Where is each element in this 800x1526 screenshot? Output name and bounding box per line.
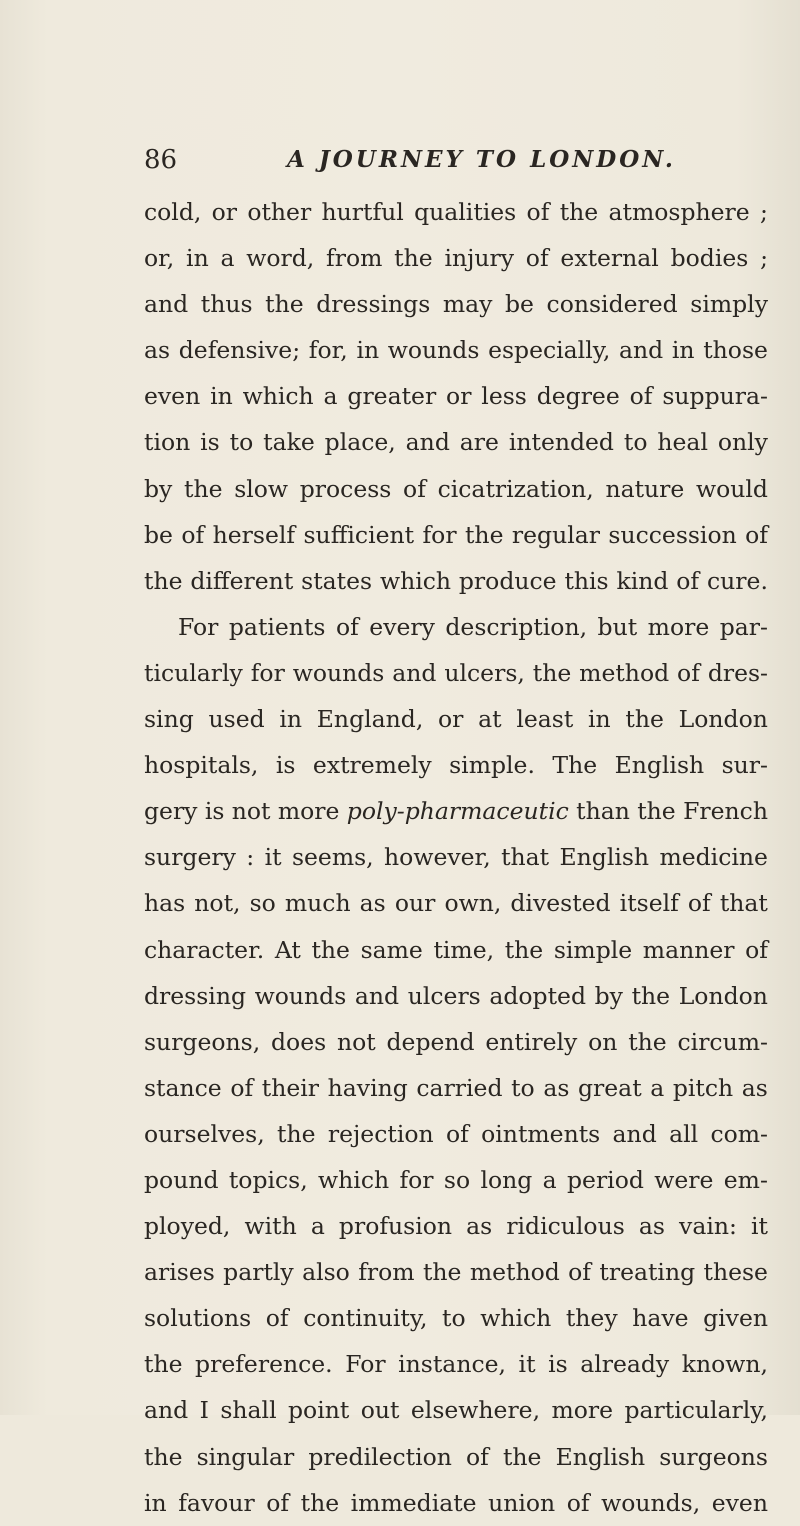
word: wounds — [254, 981, 347, 1010]
word: circum- — [677, 1027, 768, 1056]
word: different — [190, 566, 294, 595]
word: favour — [178, 1488, 255, 1517]
word: are — [459, 428, 499, 457]
body-text — [144, 189, 768, 1526]
text-line — [144, 1065, 768, 1111]
text-line — [144, 1203, 768, 1249]
word: own, — [444, 889, 502, 918]
word: the — [464, 520, 504, 549]
word: great — [578, 1073, 642, 1102]
word: ticularly — [144, 658, 243, 687]
word: of — [745, 520, 768, 549]
word: be — [505, 290, 534, 319]
word: a — [542, 1165, 557, 1194]
word: carried — [416, 1073, 503, 1102]
word: nature — [605, 474, 685, 503]
word: as — [359, 889, 386, 918]
word: ; — [760, 244, 768, 273]
word: dres- — [707, 658, 768, 687]
text-line — [144, 650, 768, 696]
text-line — [144, 1111, 768, 1157]
word: the — [144, 1442, 183, 1471]
word: same — [360, 935, 423, 964]
word: least — [516, 705, 574, 734]
word: is — [204, 797, 225, 826]
word: more — [277, 797, 340, 826]
word: singular — [196, 1442, 295, 1471]
word: the — [422, 1258, 462, 1287]
word: in — [144, 1488, 167, 1517]
word: particularly, — [624, 1396, 768, 1425]
word: At — [274, 935, 301, 964]
word: profusion — [338, 1212, 453, 1241]
word: simply — [690, 290, 768, 319]
word: of — [335, 612, 359, 641]
text-line — [144, 1157, 768, 1203]
word: wounds — [292, 658, 385, 687]
word: that — [501, 843, 550, 872]
word: at — [478, 705, 502, 734]
word: depend — [386, 1027, 475, 1056]
word: simple. — [449, 751, 535, 780]
word: by — [594, 981, 623, 1010]
word: London — [678, 981, 768, 1010]
word: the — [184, 474, 223, 503]
word: of — [466, 1442, 489, 1471]
word: and — [619, 336, 664, 365]
text-line — [144, 880, 768, 926]
word: and — [354, 981, 400, 1010]
word: continuity, — [303, 1304, 428, 1333]
word: which — [480, 1304, 552, 1333]
running-head: A JOURNEY TO LONDON. — [287, 146, 676, 173]
word: time, — [433, 935, 495, 964]
word: London — [678, 705, 768, 734]
word: or — [446, 382, 472, 411]
word: of — [745, 935, 768, 964]
word: given — [703, 1304, 768, 1333]
word: of — [445, 1119, 469, 1148]
word: they — [565, 1304, 618, 1333]
word: French — [683, 797, 768, 826]
word: com- — [710, 1119, 768, 1148]
word: elsewhere, — [410, 1396, 541, 1425]
word: topics, — [228, 1165, 308, 1194]
word: a — [650, 1073, 665, 1102]
word: is — [548, 1350, 568, 1379]
word: injury — [444, 244, 515, 273]
word: intended — [508, 428, 614, 457]
word: entirely — [485, 1027, 578, 1056]
word: : — [246, 843, 255, 872]
word: which — [379, 566, 452, 595]
word: sur- — [721, 751, 768, 780]
word: less — [481, 382, 527, 411]
word: not — [336, 1027, 376, 1056]
word: surgery — [144, 843, 236, 872]
word: English — [555, 1442, 646, 1471]
word: of — [525, 244, 549, 273]
word: a — [310, 1212, 325, 1241]
word: ; — [759, 198, 768, 226]
word: manner — [642, 935, 735, 964]
text-line — [144, 973, 768, 1019]
word: adopted — [489, 981, 586, 1010]
word: for, — [308, 336, 348, 365]
word: already — [580, 1350, 670, 1379]
word: the — [625, 705, 664, 734]
word: every — [369, 612, 435, 641]
word: thus — [200, 290, 253, 319]
word: ulcers — [407, 981, 481, 1010]
word: considered — [546, 290, 678, 319]
word: only — [717, 428, 768, 457]
word: to — [511, 1073, 535, 1102]
word: in — [186, 244, 209, 273]
text-line — [144, 235, 768, 281]
word: with — [244, 1212, 297, 1241]
word: itself — [619, 889, 679, 918]
word: degree — [536, 382, 620, 411]
word: seems, — [291, 843, 374, 872]
word: were — [654, 1165, 714, 1194]
word: ulcers, — [444, 658, 525, 687]
word: English — [559, 843, 650, 872]
word: of — [266, 1488, 290, 1517]
word: not, — [194, 889, 241, 918]
word: the — [394, 244, 433, 273]
word: it — [264, 843, 282, 872]
word: which — [242, 382, 314, 411]
word: ointments — [481, 1119, 601, 1148]
word: shall — [220, 1396, 277, 1425]
word: in — [210, 382, 233, 411]
word: so — [443, 1165, 471, 1194]
word: and — [144, 1396, 189, 1425]
word: ridiculous — [506, 1212, 625, 1241]
word: bodies — [670, 244, 749, 273]
word: and — [392, 658, 437, 687]
word: place, — [324, 428, 396, 457]
word: gery — [144, 797, 198, 826]
word: point — [288, 1396, 350, 1425]
word: word, — [246, 244, 315, 273]
word: in — [671, 336, 695, 365]
word: divested — [510, 889, 611, 918]
word: dressings — [316, 290, 431, 319]
word: em- — [723, 1165, 768, 1194]
word: pitch — [672, 1073, 734, 1102]
text-line — [144, 927, 768, 973]
word: but — [597, 612, 638, 641]
word: pound — [144, 1165, 219, 1194]
word: for — [250, 658, 285, 687]
word: stance — [144, 1073, 222, 1102]
word: sufficient — [303, 520, 415, 549]
word: not — [231, 797, 271, 826]
text-line — [144, 1387, 768, 1433]
word: method — [579, 658, 670, 687]
word: and — [612, 1119, 657, 1148]
word: the — [502, 1442, 542, 1471]
word: of — [568, 1258, 592, 1287]
word: of — [629, 382, 653, 411]
word: their — [261, 1073, 320, 1102]
word: the — [311, 935, 350, 964]
word: heal — [657, 428, 708, 457]
text-line — [144, 189, 768, 235]
word: and — [405, 428, 450, 457]
word: of — [181, 520, 205, 549]
word: cure. — [707, 566, 768, 595]
text-line — [144, 834, 768, 880]
word: take — [263, 428, 315, 457]
word: out — [360, 1396, 400, 1425]
text-line — [144, 1019, 768, 1065]
text-line — [144, 512, 768, 558]
word: of — [526, 198, 550, 226]
text-line — [144, 327, 768, 373]
word: a — [323, 382, 338, 411]
word: English — [614, 751, 705, 780]
word: the — [532, 658, 572, 687]
word: may — [442, 290, 493, 319]
word: also — [302, 1258, 350, 1287]
word: sing — [144, 705, 194, 734]
word: method — [469, 1258, 560, 1287]
word: surgeons, — [144, 1027, 261, 1056]
word: ourselves, — [144, 1119, 265, 1148]
word: be — [144, 520, 173, 549]
word: our — [394, 889, 436, 918]
word: treating — [599, 1258, 696, 1287]
word: of — [403, 474, 426, 503]
word: arises — [144, 1258, 215, 1287]
text-line — [144, 696, 768, 742]
word: would — [696, 474, 768, 503]
word: of — [687, 889, 711, 918]
word: par- — [719, 612, 768, 641]
word: of — [265, 1304, 289, 1333]
word: suppura- — [662, 382, 768, 411]
text-line — [144, 1249, 768, 1295]
word: the — [504, 935, 544, 964]
word: partly — [223, 1258, 294, 1287]
word: it — [518, 1350, 536, 1379]
word: in — [356, 336, 380, 365]
word: in — [588, 705, 611, 734]
word: instance, — [398, 1350, 506, 1379]
word: the — [559, 198, 599, 226]
word: the — [628, 1027, 667, 1056]
word: external — [560, 244, 659, 273]
word: from — [358, 1258, 415, 1287]
word: even — [711, 1488, 768, 1517]
word: or, — [144, 244, 175, 273]
text-line — [144, 1341, 768, 1387]
word: have — [632, 1304, 689, 1333]
word: more — [647, 612, 710, 641]
word: For — [178, 612, 219, 641]
word: states — [301, 566, 373, 595]
word: is — [275, 751, 296, 780]
word: the — [265, 290, 304, 319]
word: solutions — [144, 1304, 252, 1333]
word: England, — [316, 705, 424, 734]
word: extremely — [312, 751, 432, 780]
word: and — [144, 290, 189, 319]
word: has — [144, 889, 186, 918]
word: character. — [144, 935, 265, 964]
word: dressing — [144, 981, 246, 1010]
word: which — [318, 1165, 390, 1194]
word: hurtful — [321, 198, 404, 226]
word: known, — [681, 1350, 768, 1379]
word: atmosphere — [608, 198, 750, 226]
word: kind — [616, 566, 669, 595]
word: the — [631, 981, 671, 1010]
text-line — [144, 466, 768, 512]
word: that — [719, 889, 768, 918]
text-line — [144, 1434, 768, 1480]
text-line — [144, 1295, 768, 1341]
word: does — [271, 1027, 327, 1056]
word: tion — [144, 428, 191, 457]
word: slow — [234, 474, 289, 503]
word: for — [399, 1165, 434, 1194]
word: process — [299, 474, 392, 503]
word: having — [327, 1073, 408, 1102]
word: the — [277, 1119, 316, 1148]
text-line — [144, 558, 768, 604]
word: on — [588, 1027, 618, 1056]
word: this — [564, 566, 609, 595]
word: predilection — [308, 1442, 452, 1471]
word: herself — [212, 520, 296, 549]
word: or — [438, 705, 464, 734]
word: of — [566, 1488, 590, 1517]
word: a — [220, 244, 235, 273]
word: rejection — [327, 1119, 434, 1148]
word: of — [676, 566, 700, 595]
text-line — [144, 281, 768, 327]
text-line — [144, 1480, 768, 1526]
word: medicine — [659, 843, 768, 872]
word: by — [144, 474, 173, 503]
word: as — [466, 1212, 493, 1241]
word: the — [637, 797, 676, 826]
word: other — [247, 198, 312, 226]
word: cold, — [144, 198, 202, 226]
word: produce — [458, 566, 557, 595]
word: For — [345, 1350, 386, 1379]
word: I — [199, 1396, 209, 1425]
word: more — [551, 1396, 614, 1425]
word: poly-pharmaceutic — [346, 797, 569, 826]
word: to — [229, 428, 254, 457]
word: succession — [608, 520, 737, 549]
word: used — [208, 705, 265, 734]
word: the — [300, 1488, 340, 1517]
word: simple — [553, 935, 633, 964]
word: the — [144, 1350, 183, 1379]
word: wounds, — [601, 1488, 701, 1517]
word: is — [200, 428, 220, 457]
word: greater — [347, 382, 437, 411]
word: The — [552, 751, 598, 780]
word: qualities — [414, 198, 517, 226]
word: all — [669, 1119, 699, 1148]
word: cicatrization, — [437, 474, 594, 503]
word: to — [623, 428, 648, 457]
word: vain: — [679, 1212, 737, 1241]
page-header — [144, 140, 764, 180]
word: as — [543, 1073, 570, 1102]
text-line — [144, 742, 768, 788]
word: defensive; — [178, 336, 301, 365]
word: hospitals, — [144, 751, 259, 780]
word: as — [638, 1212, 665, 1241]
word: much — [284, 889, 351, 918]
word: patients — [228, 612, 326, 641]
word: as — [741, 1073, 768, 1102]
word: from — [326, 244, 383, 273]
word: period — [567, 1165, 644, 1194]
word: especially, — [488, 336, 611, 365]
word: or — [211, 198, 238, 226]
page-number: 86 — [144, 145, 178, 175]
text-line — [144, 419, 768, 465]
word: in — [279, 705, 303, 734]
word: of — [677, 658, 700, 687]
word: even — [144, 382, 201, 411]
word: these — [703, 1258, 768, 1287]
word: long — [480, 1165, 533, 1194]
word: ployed, — [144, 1212, 231, 1241]
text-line — [144, 788, 768, 834]
word: for — [422, 520, 457, 549]
word: to — [442, 1304, 466, 1333]
word: the — [144, 566, 183, 595]
word: than — [576, 797, 630, 826]
word: regular — [511, 520, 600, 549]
word: preference. — [195, 1350, 333, 1379]
word: description, — [445, 612, 588, 641]
word: it — [751, 1212, 768, 1241]
word: immediate — [350, 1488, 477, 1517]
word: so — [249, 889, 276, 918]
word: union — [488, 1488, 556, 1517]
word: surgeons — [659, 1442, 768, 1471]
word: of — [230, 1073, 254, 1102]
word: as — [144, 336, 171, 365]
text-line — [144, 373, 768, 419]
word: wounds — [387, 336, 480, 365]
word: however, — [384, 843, 491, 872]
text-line-paragraph-start — [144, 604, 768, 650]
word: those — [703, 336, 768, 365]
